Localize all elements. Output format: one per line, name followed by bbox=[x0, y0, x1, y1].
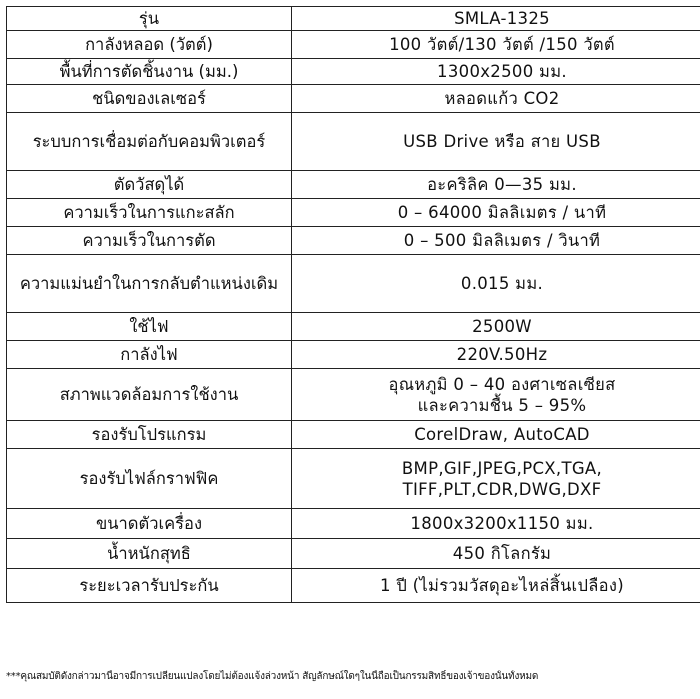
spec-label: ชนิดของเลเซอร์ bbox=[7, 85, 292, 113]
spec-value bbox=[292, 59, 700, 85]
spec-row bbox=[7, 369, 700, 421]
spec-value bbox=[292, 449, 700, 509]
spec-row bbox=[7, 509, 700, 539]
spec-row bbox=[7, 569, 700, 603]
spec-label: ใช้ไฟ bbox=[7, 313, 292, 341]
spec-row bbox=[7, 449, 700, 509]
spec-value-line: 0 – 500 มิลลิเมตร / วินาที bbox=[403, 231, 601, 250]
spec-value-line: 1300x2500 มม. bbox=[437, 62, 567, 81]
spec-value bbox=[292, 539, 700, 569]
spec-label: กาลังหลอด (วัตต์) bbox=[7, 31, 292, 59]
spec-label: ตัดวัสดุได้ bbox=[7, 171, 292, 199]
spec-label: ขนาดตัวเครื่อง bbox=[7, 509, 292, 539]
spec-value bbox=[292, 227, 700, 255]
spec-row bbox=[7, 255, 700, 313]
spec-value-line: และความชื้น 5 – 95% bbox=[417, 395, 587, 415]
spec-row bbox=[7, 539, 700, 569]
spec-row bbox=[7, 227, 700, 255]
spec-value bbox=[292, 341, 700, 369]
spec-row bbox=[7, 85, 700, 113]
spec-label: รองรับไฟล์กราฟฟิค bbox=[7, 449, 292, 509]
spec-value bbox=[292, 369, 700, 421]
spec-value-line: 1800x3200x1150 มม. bbox=[410, 514, 594, 533]
spec-value bbox=[292, 569, 700, 603]
spec-value-line: 0 – 64000 มิลลิเมตร / นาที bbox=[397, 203, 607, 222]
spec-value bbox=[292, 313, 700, 341]
spec-row bbox=[7, 171, 700, 199]
spec-value-line: USB Drive หรือ สาย USB bbox=[403, 132, 601, 151]
spec-row bbox=[7, 421, 700, 449]
spec-value bbox=[292, 7, 700, 31]
spec-row bbox=[7, 113, 700, 171]
spec-value-line: 100 วัตต์/130 วัตต์ /150 วัตต์ bbox=[389, 35, 615, 54]
spec-value bbox=[292, 113, 700, 171]
spec-row bbox=[7, 7, 700, 31]
spec-value-line: หลอดแก้ว CO2 bbox=[444, 89, 560, 108]
spec-label: ความแม่นยำในการกลับตำแหน่งเดิม bbox=[7, 255, 292, 313]
spec-label: ระยะเวลารับประกัน bbox=[7, 569, 292, 603]
spec-label: ระบบการเชื่อมต่อกับคอมพิวเตอร์ bbox=[7, 113, 292, 171]
spec-value-line: อุณหภูมิ 0 – 40 องศาเซลเซียส bbox=[388, 374, 616, 394]
spec-value bbox=[292, 199, 700, 227]
spec-value bbox=[292, 255, 700, 313]
spec-value-line: CorelDraw, AutoCAD bbox=[414, 425, 590, 444]
spec-label: รุ่น bbox=[7, 7, 292, 31]
spec-row bbox=[7, 59, 700, 85]
spec-row bbox=[7, 31, 700, 59]
spec-table-body bbox=[7, 7, 700, 603]
spec-row bbox=[7, 313, 700, 341]
spec-label: พื้นที่การตัดชิ้นงาน (มม.) bbox=[7, 59, 292, 85]
spec-label: ความเร็วในการตัด bbox=[7, 227, 292, 255]
spec-value-line: 2500W bbox=[472, 317, 532, 336]
spec-row bbox=[7, 199, 700, 227]
spec-value-line: 0.015 มม. bbox=[460, 274, 544, 293]
spec-table bbox=[6, 6, 700, 603]
spec-label: สภาพแวดล้อมการใช้งาน bbox=[7, 369, 292, 421]
spec-value-line: 450 กิโลกรัม bbox=[452, 544, 552, 563]
spec-value-line: TIFF,PLT,CDR,DWG,DXF bbox=[402, 479, 602, 499]
spec-value bbox=[292, 421, 700, 449]
spec-label: น้ำหนักสุทธิ bbox=[7, 539, 292, 569]
spec-label: รองรับโปรแกรม bbox=[7, 421, 292, 449]
spec-value-line: SMLA-1325 bbox=[454, 9, 550, 28]
spec-label: กาลังไฟ bbox=[7, 341, 292, 369]
spec-value-line: BMP,GIF,JPEG,PCX,TGA, bbox=[401, 458, 603, 478]
spec-row bbox=[7, 341, 700, 369]
spec-value bbox=[292, 31, 700, 59]
spec-value bbox=[292, 85, 700, 113]
footnote: ***คุณสมบัติดังกล่าวมานี้อาจมีการเปลี่ยนแปลงโดยไม่ต้องแจ้งล่วงหน้า สัญลักษณ์ใดๆในนี้ถือเป็นกรรมสิทธิ์ของเจ้าของนั้นทั้งหมด bbox=[6, 671, 539, 682]
spec-value-line: 1 ปี (ไม่รวมวัสดุอะไหล่สิ้นเปลือง) bbox=[380, 576, 624, 595]
spec-value-line: อะคริลิค 0—35 มม. bbox=[427, 175, 577, 194]
spec-value bbox=[292, 171, 700, 199]
spec-value-line: 220V.50Hz bbox=[456, 345, 548, 364]
spec-value bbox=[292, 509, 700, 539]
spec-label: ความเร็วในการแกะสลัก bbox=[7, 199, 292, 227]
